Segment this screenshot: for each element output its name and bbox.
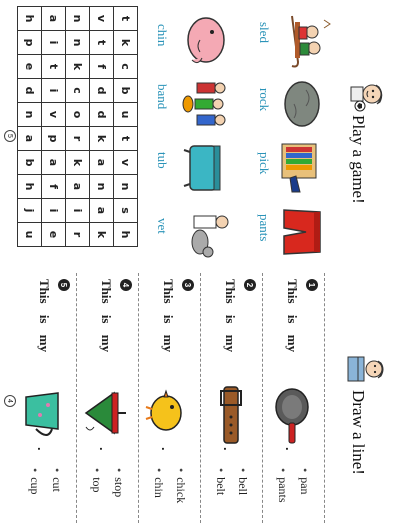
page-title: Play a game! [349,115,368,204]
grid-letter: a [65,175,89,199]
item-number: 5 [58,279,70,291]
grid-letter: r [65,223,89,247]
word-label-band: band [155,84,170,110]
grid-letter: i [41,31,65,55]
chin-picture [176,10,240,70]
word-choices[interactable] [24,468,68,495]
chick-icon [144,383,194,445]
grid-letter: f [89,55,113,79]
grid-letter: c [65,79,89,103]
grid-letter: s [113,199,137,223]
grid-letter: u [113,103,137,127]
word-label-pick: pick [257,152,272,175]
grid-letter: v [89,7,113,31]
page-number: 4 [4,395,16,407]
grid-letter: j [17,199,41,223]
grid-letter: a [41,151,65,175]
match-item [202,273,260,523]
grid-letter: a [41,7,65,31]
pants-icon [272,202,336,262]
word-choices[interactable] [210,468,254,495]
grid-letter: i [65,199,89,223]
grid-letter: n [89,175,113,199]
word-choice[interactable]: • cut [46,468,68,495]
grid-letter: k [113,31,137,55]
sentence-text: This is my [161,279,176,353]
tub-picture [176,138,240,198]
match-item [16,273,74,523]
word-choice[interactable]: • chin [148,468,170,503]
sentence-text: This is my [223,279,238,353]
grid-letter: f [41,175,65,199]
grid-letter: t [113,7,137,31]
rock-picture [272,74,336,134]
word-choice[interactable]: • top [86,468,108,497]
grid-letter: b [113,79,137,103]
grid-letter: k [89,223,113,247]
boy-mascot-icon [348,78,386,112]
word-label-chin: chin [155,24,170,47]
word-choice[interactable]: • pants [272,468,294,503]
word-label-sled: sled [257,22,272,43]
sentence-text: This is my [285,279,300,353]
grid-letter: n [65,7,89,31]
grid-letter: h [113,223,137,247]
grid-letter: p [41,127,65,151]
sled-picture [272,10,336,70]
grid-letter: h [17,7,41,31]
word-choice[interactable]: • cup [24,468,46,495]
page-number: 5 [4,130,16,142]
grid-letter: n [113,175,137,199]
grid-letter: t [89,31,113,55]
divider [324,273,325,523]
word-label-vet: vet [155,218,170,234]
pants-picture [272,202,336,262]
band-icon [176,74,240,134]
grid-letter: u [17,223,41,247]
vet-picture [176,202,240,262]
sentence-text: This is my [99,279,114,353]
grid-letter: n [17,103,41,127]
grid-letter: d [17,79,41,103]
belt-icon [206,383,256,445]
chin-icon [176,10,240,70]
word-choice[interactable]: • stop [108,468,130,497]
grid-letter: i [41,79,65,103]
sentence-period: . [159,447,174,451]
grid-letter: p [17,31,41,55]
word-search-grid [17,6,138,247]
grid-letter: n [65,31,89,55]
divider [200,273,201,523]
grid-letter: d [89,103,113,127]
grid-letter: e [17,55,41,79]
sentence-period: . [283,447,298,451]
vet-icon [176,202,240,262]
grid-letter: o [65,103,89,127]
grid-letter: a [89,151,113,175]
sled-icon [272,10,336,70]
word-label-rock: rock [257,88,272,112]
page-title: Draw a line! [349,390,368,475]
item-number: 1 [306,279,318,291]
grid-letter: c [113,55,137,79]
pick-picture [272,138,336,198]
divider [138,273,139,523]
grid-letter: r [65,127,89,151]
picture-row-1 [252,0,336,265]
sentence-period: . [221,447,236,451]
divider [262,273,263,523]
sentence-period: . [97,447,112,451]
grid-letter: k [65,55,89,79]
tub-icon [176,138,240,198]
grid-letter: e [41,223,65,247]
draw-a-line-page [0,265,400,530]
match-item [264,273,322,523]
match-item [140,273,198,523]
grid-letter: k [65,151,89,175]
word-label-tub: tub [155,152,170,169]
pick-icon [272,138,336,198]
item-number: 4 [120,279,132,291]
grid-letter: i [41,199,65,223]
picture-row-2 [150,0,240,265]
match-item [78,273,136,523]
sentence-period: . [35,447,50,451]
cup-icon [20,383,70,445]
grid-letter: a [89,199,113,223]
sentence-text: This is my [37,279,52,353]
word-choice[interactable]: • pan [294,468,316,503]
grid-letter: v [113,151,137,175]
grid-letter: k [89,127,113,151]
band-picture [176,74,240,134]
word-choices[interactable] [148,468,192,503]
grid-letter: d [89,79,113,103]
word-choices[interactable] [86,468,130,497]
grid-letter: b [17,151,41,175]
boy-with-box-icon [346,351,386,387]
rock-icon [272,74,336,134]
pan-icon [268,383,318,445]
grid-letter: t [113,127,137,151]
top-icon [82,383,132,445]
word-label-pants: pants [257,214,272,242]
divider [76,273,77,523]
item-number: 3 [182,279,194,291]
word-choice[interactable]: • bell [232,468,254,495]
word-choice[interactable]: • chick [170,468,192,503]
word-choice[interactable]: • belt [210,468,232,495]
word-choices[interactable] [272,468,316,503]
grid-letter: a [17,127,41,151]
grid-letter: t [41,55,65,79]
item-number: 2 [244,279,256,291]
grid-letter: v [41,103,65,127]
grid-letter: h [17,175,41,199]
